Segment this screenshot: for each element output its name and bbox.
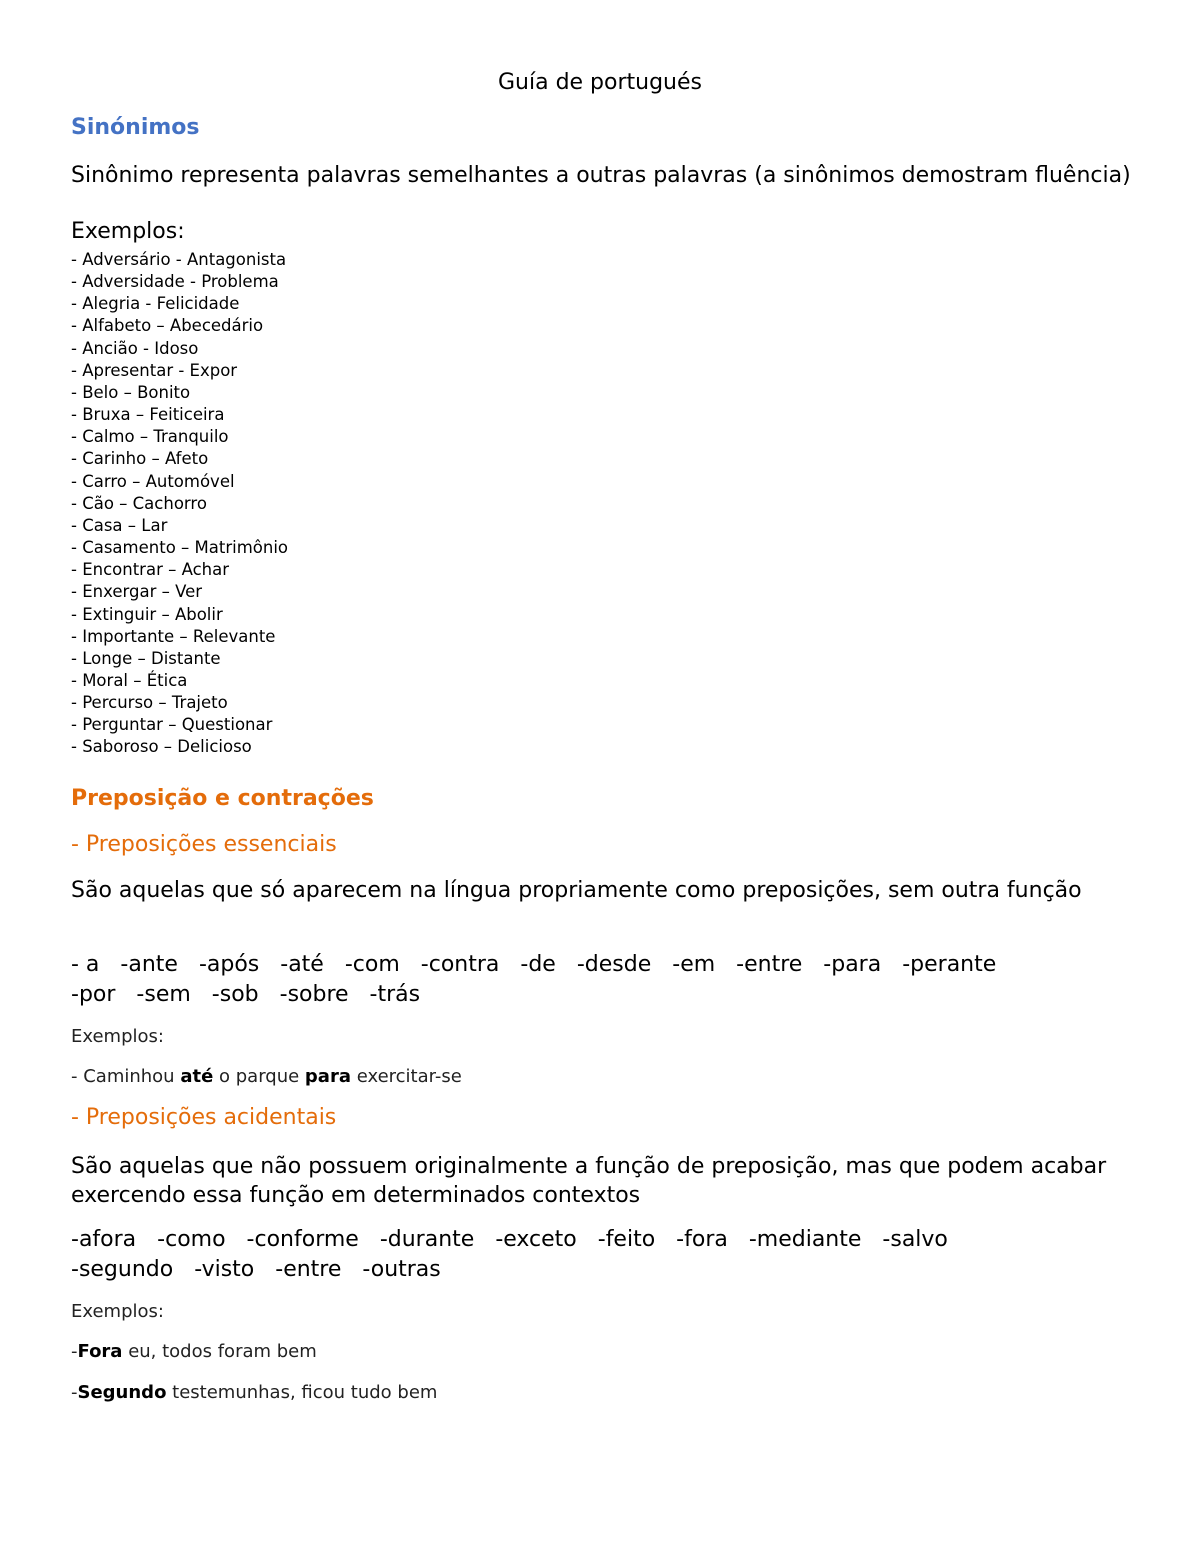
preposition-word: -entre: [736, 952, 803, 977]
preposition-word: -por: [71, 982, 116, 1007]
synonyms-description: Sinônimo representa palavras semelhantes a outras palavras (a sinônimos demostram fluência): [71, 163, 1131, 188]
synonyms-examples-label: Exemplos:: [71, 219, 185, 244]
preposition-word: -sem: [136, 982, 191, 1007]
synonyms-heading: Sinónimos: [71, 115, 200, 140]
essential-example-sentence: - Caminhou até o parque para exercitar-se: [71, 1066, 462, 1087]
synonym-item: - Longe – Distante: [71, 648, 221, 668]
synonym-item: - Ancião - Idoso: [71, 338, 199, 358]
synonym-item: - Encontrar – Achar: [71, 560, 230, 580]
synonym-item: - Alfabeto – Abecedário: [71, 316, 264, 336]
synonym-item: - Calmo – Tranquilo: [71, 427, 229, 447]
essential-prepositions-row-2: [71, 980, 441, 1009]
preposition-word: -salvo: [882, 1227, 948, 1252]
preposition-word: -desde: [576, 952, 652, 977]
preposition-word: -de: [520, 952, 556, 977]
accidental-prepositions-heading: - Preposições acidentais: [71, 1105, 337, 1130]
preposition-word: -com: [344, 952, 400, 977]
synonym-item: - Percurso – Trajeto: [71, 693, 228, 713]
preposition-word: -após: [198, 952, 260, 977]
preposition-word: -em: [672, 952, 716, 977]
essential-examples-label: Exemplos:: [71, 1026, 164, 1047]
preposition-word: -contra: [420, 952, 500, 977]
preposition-word: -feito: [597, 1227, 656, 1252]
synonym-item: - Alegria - Felicidade: [71, 294, 240, 314]
preposition-word: -perante: [902, 952, 997, 977]
preposition-word: -durante: [379, 1227, 475, 1252]
synonym-item: - Adversário - Antagonista: [71, 250, 287, 269]
synonym-item: - Perguntar – Questionar: [71, 715, 273, 735]
preposition-word: -sob: [211, 982, 259, 1007]
synonym-item: - Adversidade - Problema: [71, 272, 279, 292]
accidental-prepositions-description: São aquelas que não possuem originalmente a função de preposição, mas que podem acabar exercendo essa função em determinados contextos: [71, 1154, 1107, 1208]
preposition-word: -entre: [275, 1257, 342, 1282]
synonym-item: - Bruxa – Feiticeira: [71, 405, 225, 425]
accidental-prepositions-row-2: [71, 1255, 462, 1284]
preposition-word: -ante: [120, 952, 178, 977]
preposition-word: -segundo: [71, 1257, 174, 1282]
prepositions-heading: Preposição e contrações: [71, 786, 374, 811]
synonym-item: - Moral – Ética: [71, 670, 188, 690]
preposition-word: -outras: [362, 1257, 441, 1282]
preposition-word: -exceto: [495, 1227, 577, 1252]
synonym-item: - Belo – Bonito: [71, 382, 191, 402]
synonym-item: - Enxergar – Ver: [71, 582, 203, 602]
preposition-word: -mediante: [748, 1227, 862, 1252]
synonym-item: - Carro – Automóvel: [71, 471, 235, 491]
preposition-word: -como: [157, 1227, 226, 1252]
synonym-item: - Cão – Cachorro: [71, 493, 207, 513]
synonym-item: - Extinguir – Abolir: [71, 604, 223, 624]
preposition-word: -até: [280, 952, 324, 977]
preposition-word: -para: [823, 952, 882, 977]
synonym-item: - Apresentar - Expor: [71, 360, 238, 380]
synonym-item: - Importante – Relevante: [71, 626, 276, 646]
accidental-prepositions-row-1: [71, 1225, 969, 1254]
preposition-word: -afora: [71, 1227, 137, 1252]
synonym-item: - Carinho – Afeto: [71, 449, 209, 469]
preposition-word: -trás: [369, 982, 421, 1007]
essential-prepositions-heading: - Preposições essenciais: [71, 832, 337, 857]
preposition-word: -fora: [676, 1227, 728, 1252]
synonym-item: - Casamento – Matrimônio: [71, 538, 289, 558]
preposition-word: -visto: [194, 1257, 255, 1282]
essential-prepositions-description: São aquelas que só aparecem na língua propriamente como preposições, sem outra função: [71, 878, 1082, 903]
synonyms-list: [71, 249, 288, 759]
preposition-word: -sobre: [279, 982, 349, 1007]
accidental-example-sentence-2: -Segundo testemunhas, ficou tudo bem: [71, 1382, 438, 1403]
preposition-word: -conforme: [246, 1227, 359, 1252]
synonym-item: - Saboroso – Delicioso: [71, 737, 252, 757]
accidental-example-sentence-1: -Fora eu, todos foram bem: [71, 1341, 317, 1362]
essential-prepositions-row-1: [71, 950, 1017, 979]
document-title: Guía de portugués: [497, 70, 702, 95]
preposition-word: - a: [71, 952, 100, 977]
synonym-item: - Casa – Lar: [71, 515, 168, 535]
accidental-examples-label: Exemplos:: [71, 1301, 164, 1322]
